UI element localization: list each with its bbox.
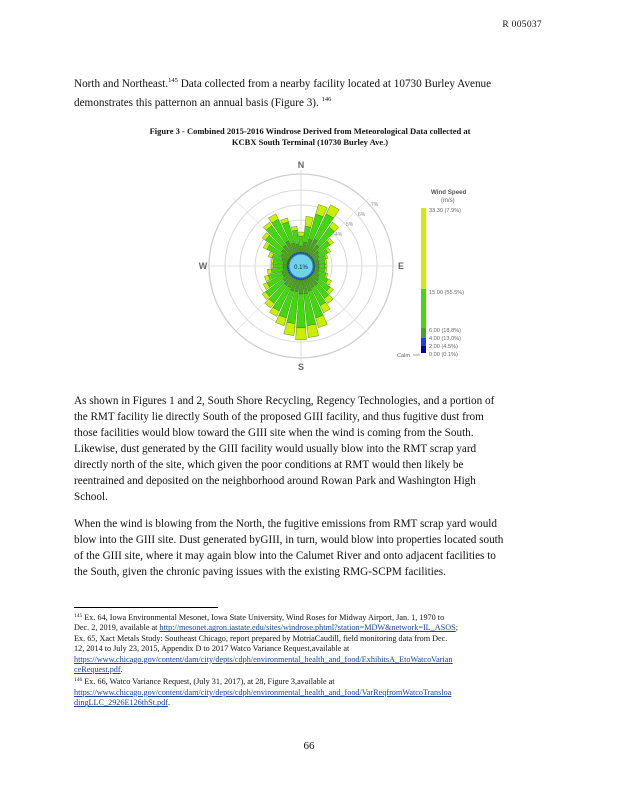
windrose-petal-segment [299,232,304,236]
compass-west-label: W [198,261,208,271]
footnotes [74,611,546,709]
windrose-petal-segment [307,324,319,337]
wind-speed-legend [397,189,467,359]
windrose-petal-segment [324,260,327,264]
windrose-petal-segment [283,265,287,268]
footnote-ref-146[interactable]: 146 [321,96,332,103]
windrose-petal-segment [315,265,319,268]
variance-request-link[interactable]: https://www.chicago.gov/content/dam/city/depts/cdph/environmental_health_and_food/VarReqfromWatcoTransloa [74,687,452,697]
windrose-chart [185,154,497,374]
mesonet-link[interactable]: http://mesonet.agron.iastate.edu/sites/windrose.phtml?station=MDW&network=IL_ASOS [159,623,456,633]
legend-item-15: 15.00 (55.5%) [429,290,465,296]
windrose-petal-segment [319,264,325,268]
footnote-divider [74,607,218,608]
windrose-petal-segment [273,264,283,268]
windrose-petal-segment [271,264,273,268]
exhibits-link[interactable]: https://www.chicago.gov/content/dam/city/depts/cdph/environmental_health_and_food/ExhibitsA_EtoWatcoVarian [74,654,453,664]
body-paragraph-1: As shown in Figures 1 and 2, South Shore Recycling, Regency Technologies, and a portion of the RMT facility lie directly South of the proposed GIII facility, and thus fugitive dust from those facilities would blow toward the GIII site when the wind is coming from the South. Likewise, dust generated by the GIII facility would usually blow into the RMT scrap yard directly north of the site, which given the poor conditions at RMT would then likely be reentrained and deposited on the neighborhood around Rowan Park and Washington High School. [74,395,495,503]
ring-label-4: 4% [335,232,343,238]
windrose-petal-segment [300,246,303,252]
legend-calm-label: Calm [397,353,411,359]
footnote-146: $^{146}$ Ex. 66, Watco Variance Request, (July 31, 2017), at 28, Figure 3,available at https://www.chicago.gov/content/dam/city/depts/cdph/environmental_health_and_food/VarReqfromWatcoTransloa dingLLC_2926E126thSt.pdf. [74,677,452,708]
ring-label-5: 5% [346,222,354,228]
windrose-petal-segment [324,268,327,272]
windrose-petal-segment [325,264,327,268]
legend-item-6: 6.00 (18.8%) [429,328,462,334]
footnote-145: $^{145}$ Ex. 64, Iowa Environmental Mesonet, Iowa State University, Wind Roses for Midway Airport, Jan. 1, 1970 to Dec. 2, 2019, available at http://mesonet.agron.iastate.edu/sites/windrose.phtml?station=MDW&network=IL_ASOS; Ex. 65, Xact Metals Study: Southeast Chicago, report prepared by MotriaCaudill, field monitoring data from Dec. 12, 2014 to July 23, 2015, Appendix D to 2017 Watco Variance Request,available at https://www.chicago.gov/content/dam/city/depts/cdph/environmental_health_and_food/ExhibitsA_EtoWatcoVarian ceRequest.pdf. [74,613,458,675]
legend-item-0: 0.00 (0.1%) [429,352,458,358]
legend-title: Wind Speed [431,189,467,196]
legend-item-2: 2.00 (4.5%) [429,344,458,350]
legend-units: (m/s) [441,198,455,204]
windrose-petal-segment [299,236,303,246]
windrose-petal-segment [284,322,295,335]
figure-title: Figure 3 - Combined 2015-2016 Windrose Derived from Meteorological Data collected at KCBX South Terminal (10730 Burley Ave.) [149,126,471,147]
bates-number: R 005037 [502,20,542,30]
intro-paragraph: North and Northeast.$^{145}$ Data collected from a nearby facility located at 10730 Burley Avenue demonstrates this patternon an annual basis (Figure 3). $^{146}$ [74,77,492,109]
legend-item-33: 33.30 (7.9%) [429,208,462,214]
ring-label-6: 6% [358,212,366,218]
windrose-petal-segment [291,226,297,231]
variance-request-link-continued[interactable]: dingLLC_2926E126thSt.pdf [74,698,168,708]
legend-bar-6 [421,328,426,338]
legend-bar-4 [421,338,426,346]
page-number: 66 [303,740,315,752]
compass-south-label: S [297,362,305,372]
legend-item-4: 4.00 (13.0%) [429,336,462,342]
windrose-petal-segment [299,280,303,294]
windrose-petal-segment [305,216,313,227]
legend-bar-2 [421,346,426,353]
compass-north-label: N [297,160,305,170]
windrose-figure [185,154,497,374]
body-paragraph-2: When the wind is blowing from the North, the fugitive emissions from RMT scrap yard would blow into the GIII site. Dust generated byGIII, in turn, would blow into properties located south of the GIII site, where it may again blow into the Calumet River and onto adjacent facilities to the South, given the chronic paving issues with the existing RMG-SCPM facilities. [74,518,504,578]
compass-east-label: E [397,261,405,271]
legend-bar-15 [421,289,426,328]
exhibits-link-continued[interactable]: ceRequest.pdf [74,665,121,675]
ring-label-7: 7% [371,202,379,208]
calm-center-label: 0.1% [294,265,308,271]
footnote-ref-145[interactable]: 145 [168,77,178,84]
windrose-petal-segment [267,269,272,274]
windrose-petal-segment [296,328,307,340]
legend-bar-33 [421,208,426,289]
